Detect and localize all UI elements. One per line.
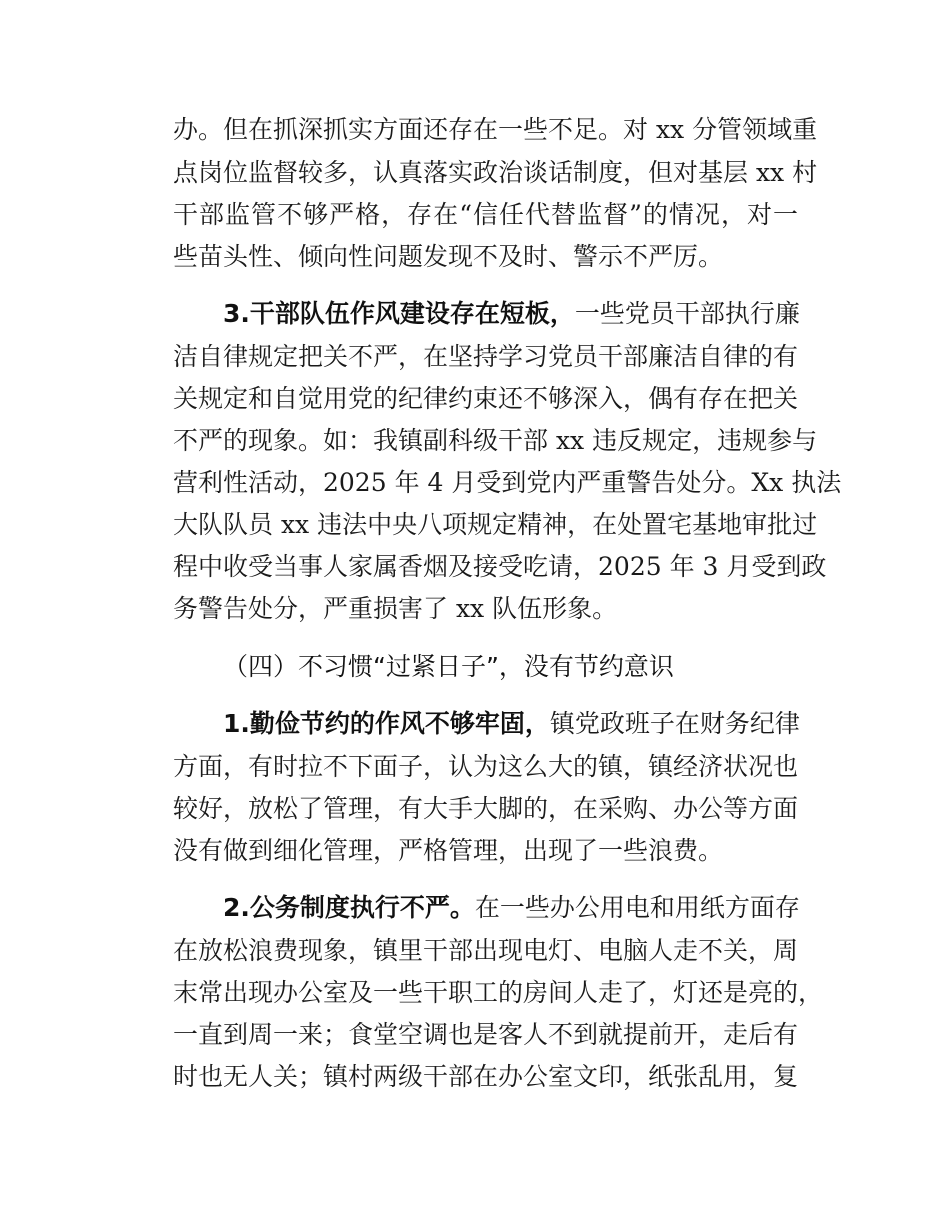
paragraph-line: 办。但在抓深抓实方面还存在一些不足。对 xx 分管领域重 xyxy=(173,115,818,144)
paragraph-line: 洁自律规定把关不严，在坚持学习党员干部廉洁自律的有 xyxy=(173,342,799,371)
paragraph-line: 程中收受当事人家属香烟及接受吃请，2025 年 3 月受到政 xyxy=(173,552,827,581)
paragraph-lead: 3.干部队伍作风建设存在短板， xyxy=(223,299,575,328)
paragraph-line: 不严的现象。如：我镇副科级干部 xx 违反规定，违规参与 xyxy=(173,426,818,455)
paragraph-line: 关规定和自觉用党的纪律约束还不够深入，偶有存在把关 xyxy=(173,384,799,413)
paragraph-line: 些苗头性、倾向性问题发现不及时、警示不严厉。 xyxy=(173,242,724,271)
paragraph-line: 在放松浪费现象，镇里干部出现电灯、电脑人走不关，周 xyxy=(173,936,799,965)
paragraph-line-rest: 一些党员干部执行廉 xyxy=(574,299,800,328)
paragraph-line: 营利性活动，2025 年 4 月受到党内严重警告处分。Xx 执法 xyxy=(173,468,842,497)
paragraph-line-rest: 镇党政班子在财务纪律 xyxy=(549,709,800,738)
paragraph-line: 务警告处分，严重损害了 xx 队伍形象。 xyxy=(173,594,618,623)
paragraph-line: 一直到周一来；食堂空调也是客人不到就提前开，走后有 xyxy=(173,1020,799,1049)
paragraph-line: 末常出现办公室及一些干职工的房间人走了，灯还是亮的， xyxy=(173,978,824,1007)
paragraph-line-rest: 在一些办公用电和用纸方面存 xyxy=(474,893,800,922)
paragraph-line: 时也无人关；镇村两级干部在办公室文印，纸张乱用，复 xyxy=(173,1062,799,1091)
paragraph-lead: 2.公务制度执行不严。 xyxy=(223,893,475,922)
paragraph-line: 干部监管不够严格，存在“信任代替监督”的情况，对一 xyxy=(173,200,798,229)
paragraph-line: 点岗位监督较多，认真落实政治谈话制度，但对基层 xx 村 xyxy=(173,158,818,187)
paragraph-line: 方面，有时拉不下面子，认为这么大的镇，镇经济状况也 xyxy=(173,752,799,781)
paragraph-lead: 1.勤俭节约的作风不够牢固， xyxy=(223,709,550,738)
section-heading: （四）不习惯“过紧日子”，没有节约意识 xyxy=(223,652,674,681)
paragraph-first-line xyxy=(223,706,798,742)
paragraph-line: 较好，放松了管理，有大手大脚的，在采购、办公等方面 xyxy=(173,794,799,823)
paragraph-line: 大队队员 xx 违法中央八项规定精神，在处置宅基地审批过 xyxy=(173,510,818,539)
paragraph-first-line xyxy=(223,296,798,332)
paragraph-line: 没有做到细化管理，严格管理，出现了一些浪费。 xyxy=(173,836,724,865)
paragraph-first-line xyxy=(223,890,798,926)
